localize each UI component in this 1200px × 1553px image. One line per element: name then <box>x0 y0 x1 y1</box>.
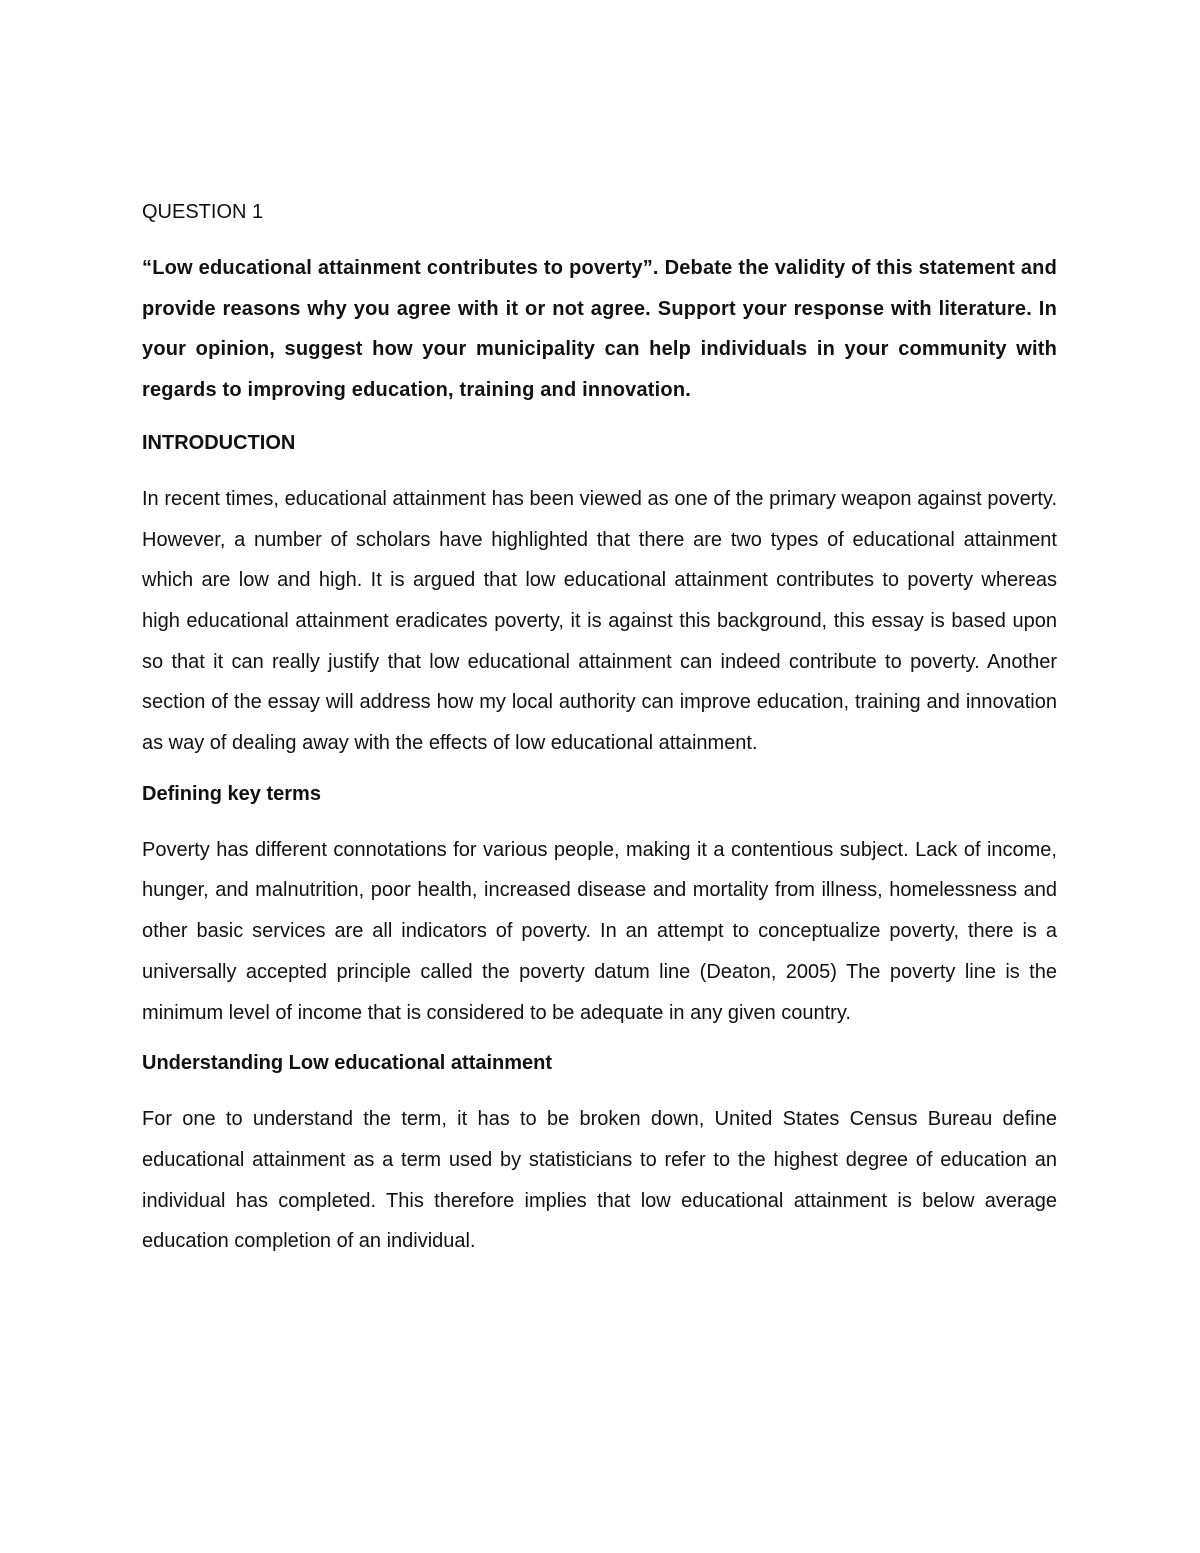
document-content <box>142 196 1057 1276</box>
question-heading: QUESTION 1 <box>142 201 264 223</box>
section-heading-introduction: INTRODUCTION <box>142 431 296 454</box>
section-heading-low-educational-attainment: Understanding Low educational attainment <box>142 1052 553 1075</box>
section-body-low-educational-attainment: For one to understand the term, it has to be broken down, United States Census Bureau define educational attainment as a term used by statisticians to refer to the highest degree of education an individual has completed. This therefore implies that low educational attainment is below average education completion of an individual. <box>142 1108 1057 1253</box>
question-prompt: “Low educational attainment contributes to poverty”. Debate the validity of this statement and provide reasons why you agree with it or not agree. Support your response with literature. In your opinion, suggest how your municipality can help individuals in your community with regards to improving education, training and innovation. <box>142 257 1057 402</box>
section-heading-defining-key-terms: Defining key terms <box>142 782 321 805</box>
section-body-introduction: In recent times, educational attainment has been viewed as one of the primary weapon against poverty. However, a number of scholars have highlighted that there are two types of educational attainment which are low and high. It is argued that low educational attainment contributes to poverty whereas high educational attainment eradicates poverty, it is against this background, this essay is based upon so that it can really justify that low educational attainment can indeed contribute to poverty. Another section of the essay will address how my local authority can improve education, training and innovation as way of dealing away with the effects of low educational attainment. <box>142 487 1057 755</box>
section-body-defining-key-terms: Poverty has different connotations for various people, making it a contentious subject. Lack of income, hunger, and malnutrition, poor health, increased disease and mortality from illness, homelessness and other basic services are all indicators of poverty. In an attempt to conceptualize poverty, there is a universally accepted principle called the poverty datum line (Deaton, 2005) The poverty line is the minimum level of income that is considered to be adequate in any given country. <box>142 838 1057 1024</box>
